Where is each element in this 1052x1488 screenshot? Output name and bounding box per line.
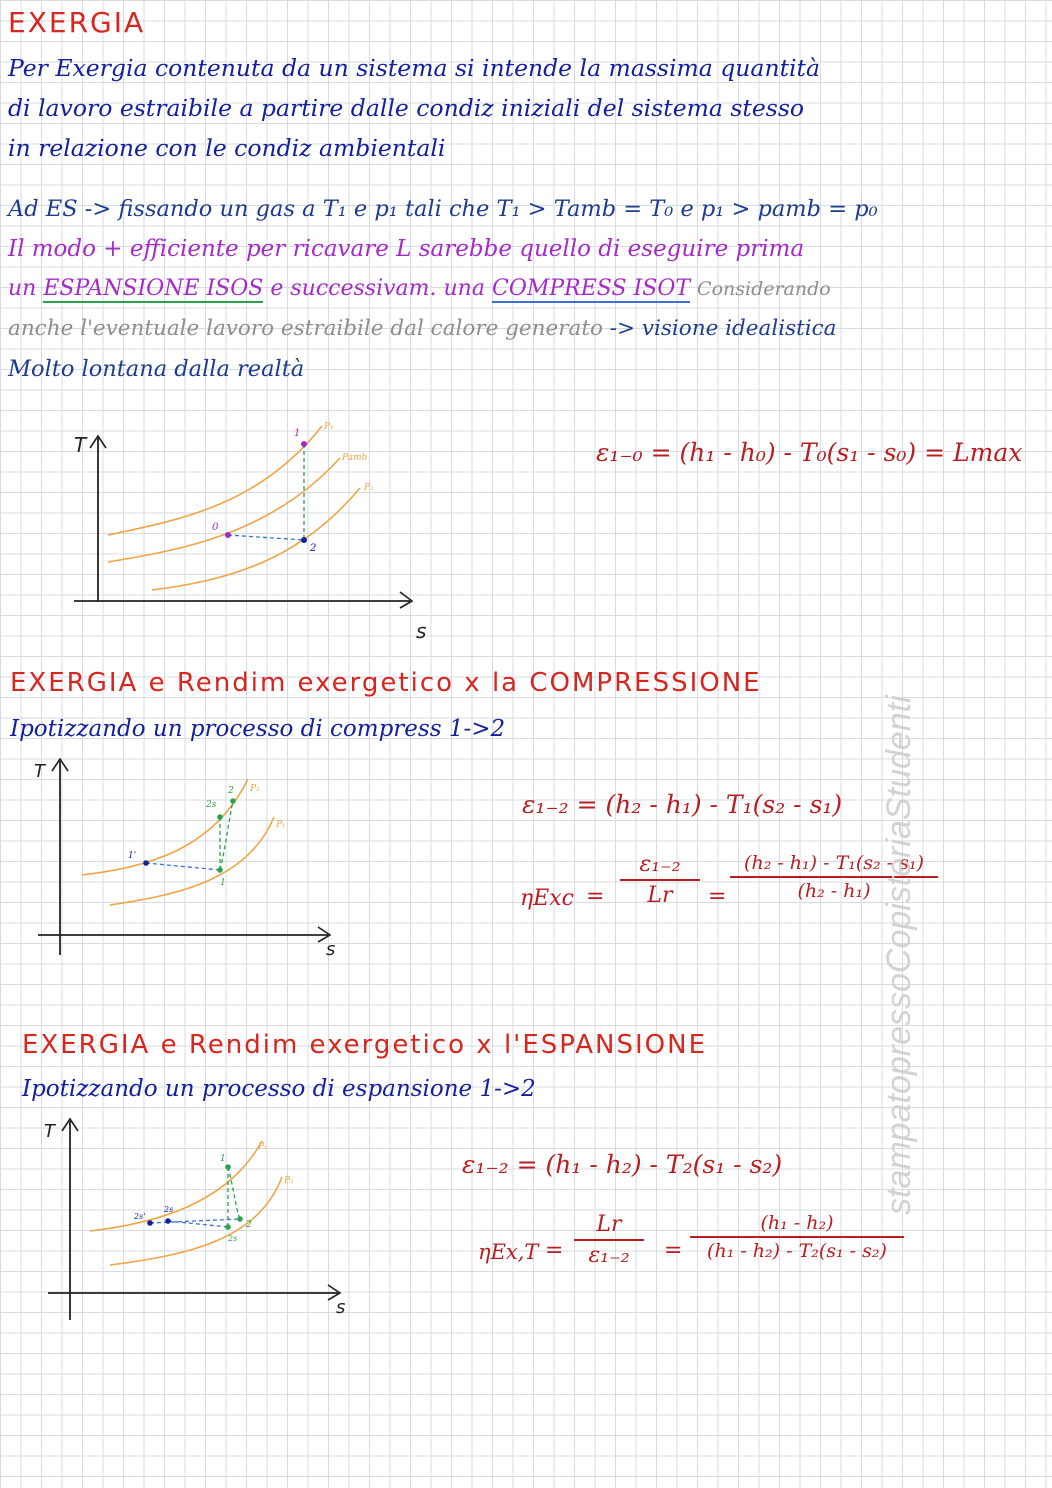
- section2-eta-label: ηExc: [520, 886, 574, 911]
- diagram-2-isobaric-line: [146, 863, 220, 870]
- section3-fraction-1-num: Lr: [596, 1212, 622, 1237]
- section2-exergy-formula: ε₁₋₂ = (h₂ - h₁) - T₁(s₂ - s₁): [522, 790, 843, 819]
- diagram-1-label-1: 1: [294, 428, 301, 439]
- purple-line-2: [8, 276, 831, 301]
- section2-title: EXERGIA e Rendim exergetico x la COMPRESSIONE: [10, 668, 762, 698]
- purple-line-1: Il modo + efficiente per ricavare L sarebbe quello di eseguire prima: [8, 236, 805, 262]
- section2-fraction-2-num: (h₂ - h₁) - T₁(s₂ - s₁): [744, 852, 924, 874]
- diagram-2-label-1: 1: [220, 878, 226, 888]
- diagram-3-isobaric-line-2: [168, 1221, 228, 1227]
- diagram-3-curves: [90, 1141, 282, 1265]
- diagram-1-curve-label-p1: P₁: [324, 422, 334, 432]
- diagram-2-y-label: T: [34, 761, 45, 782]
- section2-eq-1: =: [586, 884, 605, 909]
- definition-line-2: di lavoro estraibile a partire dalle condiz iniziali del sistema stesso: [8, 94, 805, 122]
- diagram-2-point-1prime: [143, 860, 149, 866]
- visione-idealistica-text: -> visione idealistica: [609, 316, 837, 341]
- grey-line-3: [8, 316, 837, 341]
- compress-isot-text: COMPRESS ISOT: [491, 276, 691, 301]
- diagram-3-label-2s-lower: 2s: [228, 1234, 238, 1243]
- diagram-3-point-1: [225, 1164, 231, 1170]
- diagram-1-y-label: T: [74, 433, 87, 457]
- diagram-3-real-line: [228, 1167, 240, 1219]
- diagram-3-y-label: T: [44, 1121, 55, 1142]
- diagram-3-point-2sprime: [147, 1220, 153, 1226]
- section3-exergy-formula: ε₁₋₂ = (h₁ - h₂) - T₂(s₁ - s₂): [462, 1150, 783, 1179]
- diagram-1-point-0: [225, 532, 231, 538]
- section3-fraction-2-num: (h₁ - h₂): [760, 1212, 834, 1234]
- diagram-3-label-2s-upper: 2s: [164, 1205, 174, 1214]
- diagram-1-curves: [108, 426, 360, 590]
- section2-subtitle: Ipotizzando un processo di compress 1->2: [10, 716, 506, 742]
- diagram-2-axes: [38, 759, 330, 955]
- diagram-3-label-1: 1: [220, 1154, 226, 1164]
- diagram-3-isobaric-line-1: [150, 1219, 240, 1223]
- diagram-2-point-2: [230, 798, 236, 804]
- section3-eq-2: =: [664, 1238, 683, 1263]
- definition-line-3: in relazione con le condiz ambientali: [8, 134, 446, 162]
- diagram-2-label-2s: 2s: [206, 800, 217, 810]
- diagram-1-x-label: s: [416, 619, 427, 643]
- section2-fraction-1-den: Lr: [647, 883, 673, 908]
- section3-fraction-1-bar: [574, 1239, 644, 1241]
- diagram-3-point-2: [237, 1216, 243, 1222]
- diagram-2-curve-label-p1: P₁: [276, 820, 286, 830]
- watermark: stampatopressoCopisteriaStudenti: [880, 695, 918, 1215]
- section2-fraction-1-bar: [620, 879, 700, 881]
- diagram-3-point-2s-lower: [225, 1224, 231, 1230]
- section3-eta-label: ηEx,T: [478, 1240, 539, 1264]
- example-line: Ad ES -> fissando un gas a T₁ e p₁ tali che T₁ > Tamb = T₀ e p₁ > pamb = p₀: [8, 196, 878, 222]
- diagram-1-label-2: 2: [310, 543, 317, 554]
- espansione-isos-text: ESPANSIONE ISOS: [43, 276, 264, 301]
- grey-line-3-text: anche l'eventuale lavoro estraibile dal calore generato: [8, 316, 603, 341]
- diagram-3-x-label: s: [336, 1297, 346, 1318]
- diagram-2-curve-label-p2: P₂: [250, 784, 260, 794]
- diagram-3: [38, 1115, 358, 1325]
- diagram-2-curves: [82, 779, 274, 905]
- diagram-3-curve-label-p2: P₂: [284, 1176, 294, 1186]
- diagram-3-label-2sprime: 2s': [134, 1212, 146, 1221]
- diagram-1-label-0: 0: [212, 522, 219, 533]
- diagram-2: [28, 755, 348, 960]
- section3-fraction-1: [574, 1212, 644, 1268]
- diagram-1: [60, 420, 440, 643]
- diagram-2-label-1prime: 1': [128, 851, 137, 861]
- diagram-3-curve-label-p1: P₁: [258, 1142, 268, 1152]
- section1-exergy-formula: ε₁₋₀ = (h₁ - h₀) - T₀(s₁ - s₀) = Lmax: [596, 438, 1023, 467]
- diagram-2-label-2: 2: [228, 786, 234, 796]
- section3-fraction-2-bar: [690, 1236, 904, 1238]
- diagram-1-point-2: [301, 537, 307, 543]
- diagram-1-isobaric-line: [228, 535, 304, 540]
- diagram-3-label-2: 2: [246, 1220, 252, 1230]
- purple-line-2-a: un: [8, 276, 37, 301]
- diagram-1-point-1: [301, 441, 307, 447]
- section3-eq-1: =: [545, 1238, 564, 1263]
- section3-title: EXERGIA e Rendim exergetico x l'ESPANSIONE: [22, 1030, 708, 1060]
- section3-fraction-2-den: (h₁ - h₂) - T₂(s₁ - s₂): [707, 1240, 887, 1262]
- section3-subtitle: Ipotizzando un processo di espansione 1->2: [22, 1076, 536, 1102]
- section2-eq-2: =: [708, 884, 727, 909]
- diagram-1-curve-label-pamb: Pamb: [342, 453, 368, 463]
- section3-fraction-2: [690, 1212, 904, 1262]
- diagram-3-point-2s-upper: [165, 1218, 171, 1224]
- diagram-1-curve-label-p2: P₂: [364, 483, 374, 493]
- grey-line-tail: Considerando: [697, 278, 831, 300]
- section2-fraction-1: [620, 852, 700, 908]
- definition-line-1: Per Exergia contenuta da un sistema si intende la massima quantità: [8, 54, 820, 82]
- section2-fraction-1-num: ε₁₋₂: [639, 852, 681, 877]
- diagram-2-x-label: s: [326, 939, 336, 960]
- diagram-2-point-1: [217, 867, 223, 873]
- last-line: Molto lontana dalla realtà: [8, 356, 305, 382]
- section3-fraction-1-den: ε₁₋₂: [588, 1243, 630, 1268]
- diagram-2-point-2s: [217, 814, 223, 820]
- purple-line-2-c: e successivam. una: [270, 276, 485, 301]
- section1-title: EXERGIA: [8, 6, 146, 39]
- diagram-3-axes: [48, 1119, 340, 1320]
- section2-fraction-2-den: (h₂ - h₁): [797, 880, 871, 902]
